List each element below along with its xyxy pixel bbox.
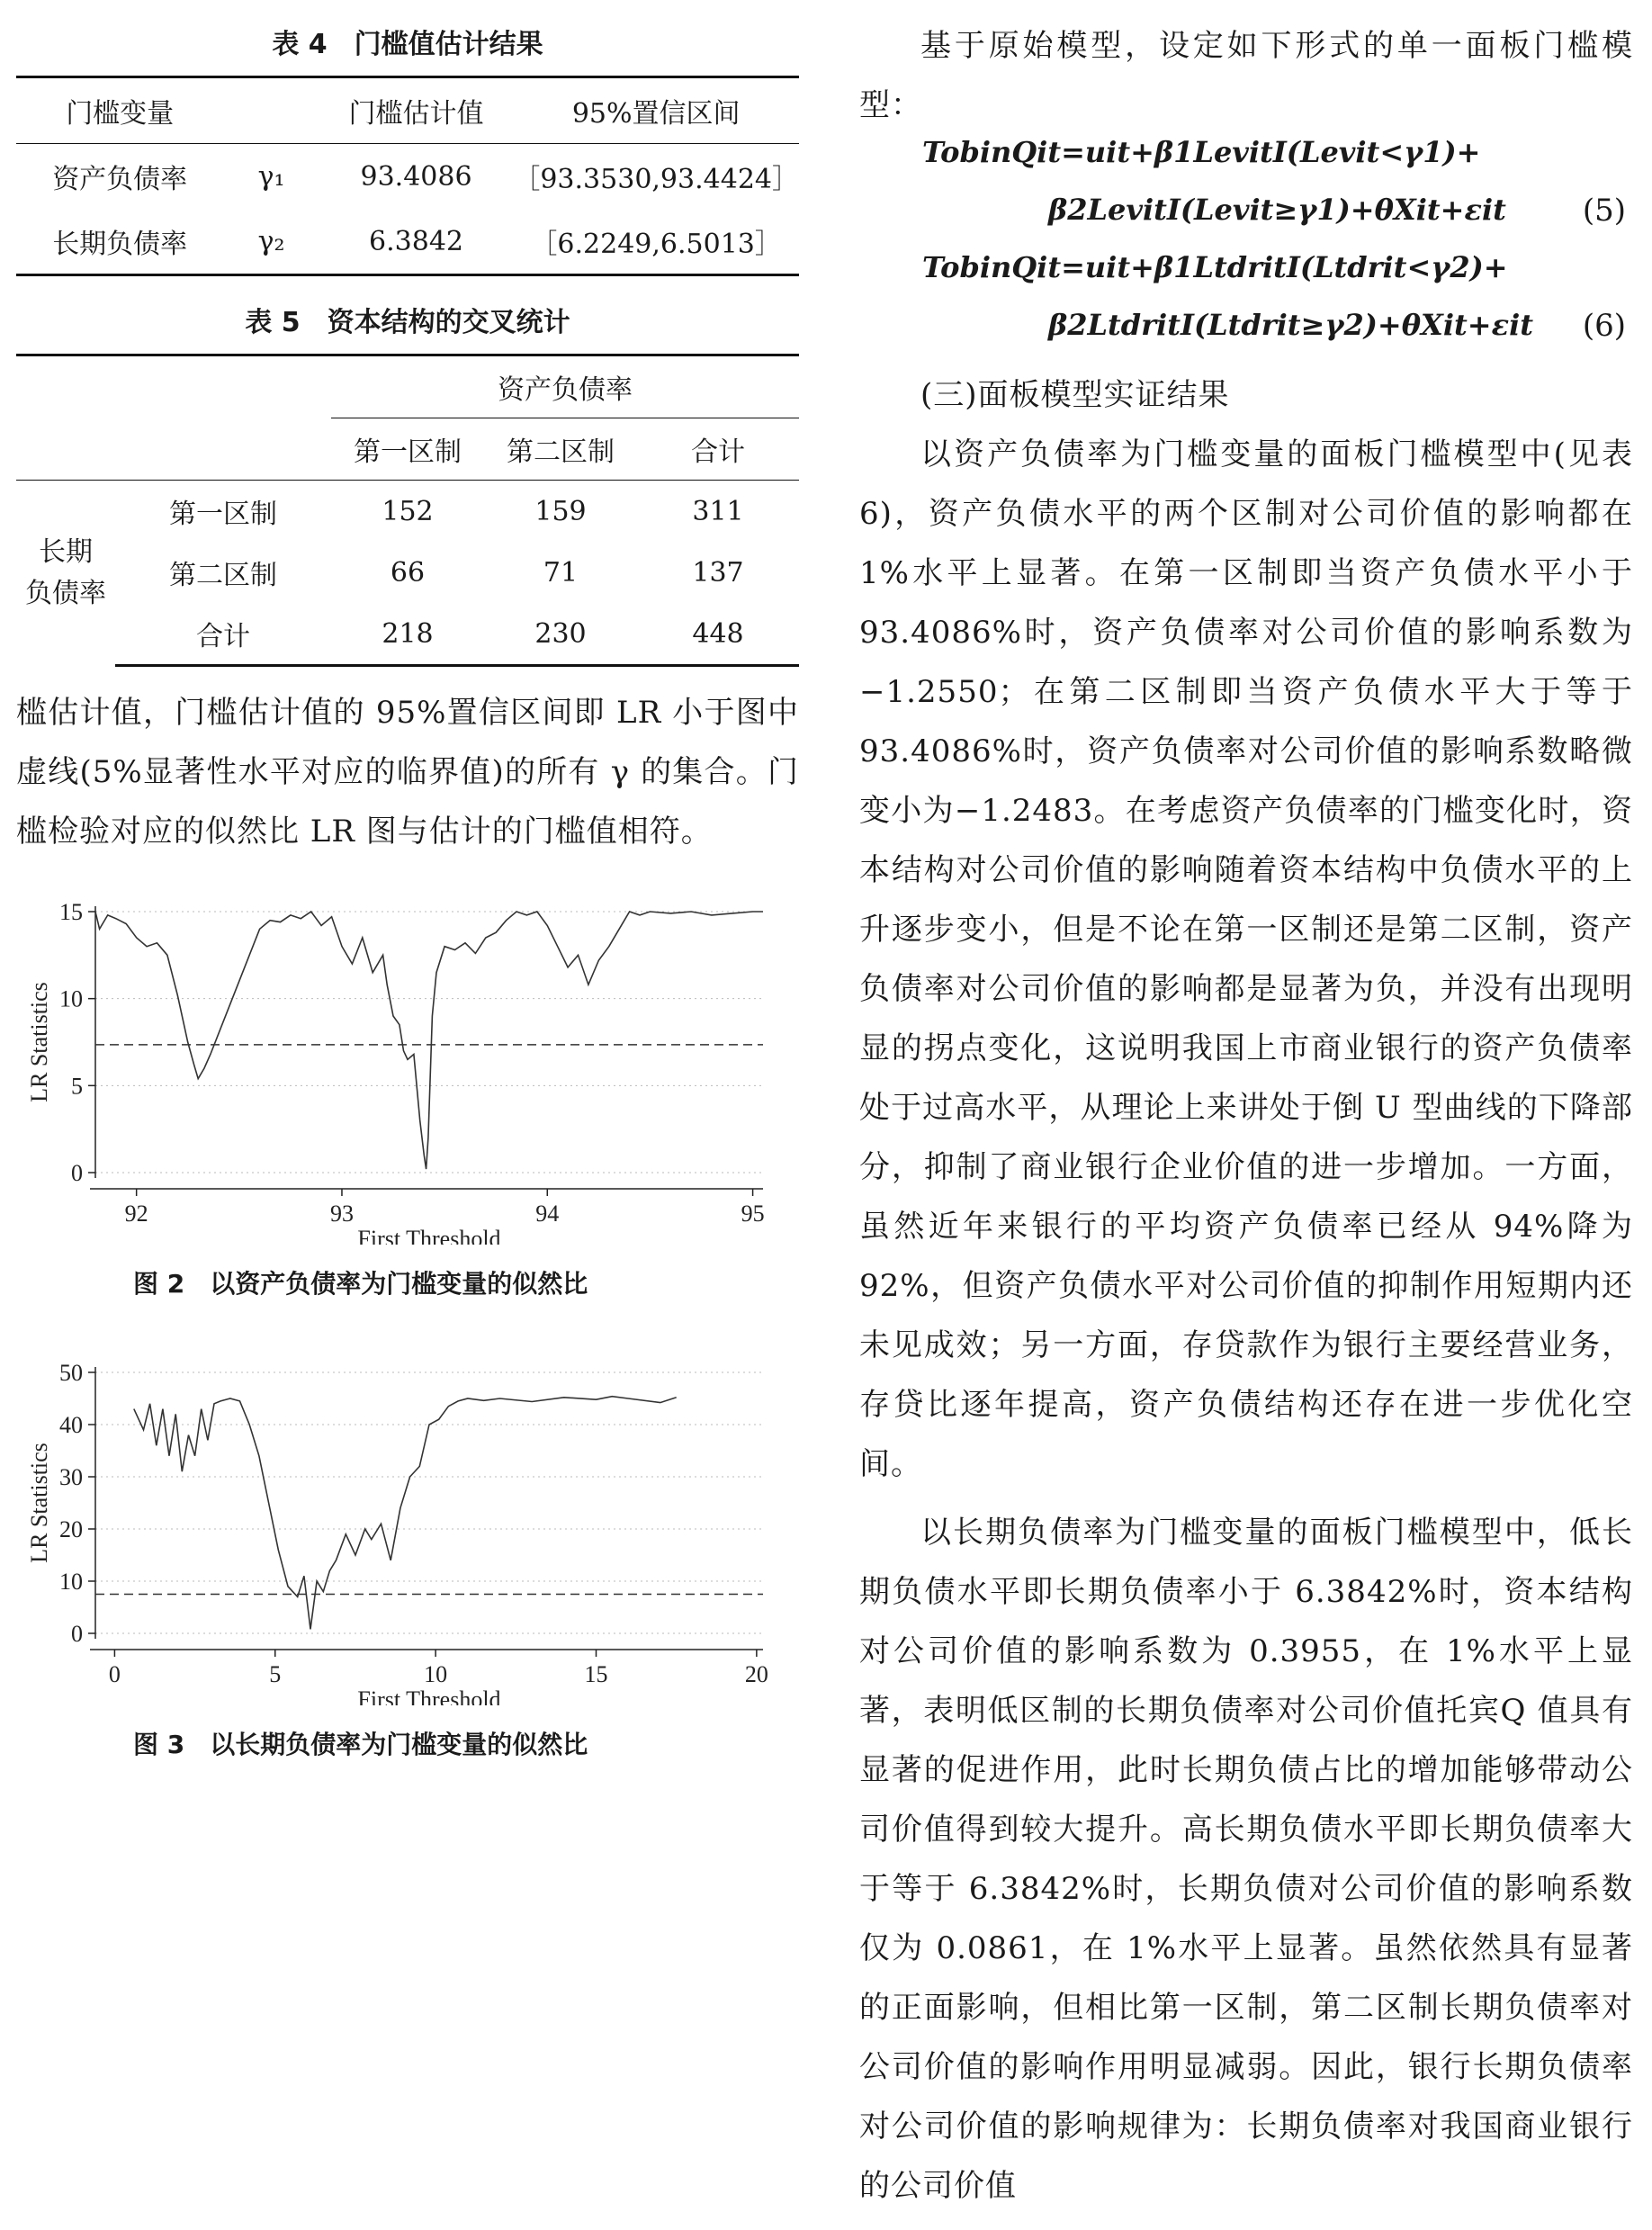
table4-cell: 93.4086 [360, 160, 472, 193]
table4-caption: 表 4 门槛值估计结果 [272, 29, 543, 60]
left-column [16, 16, 799, 1761]
table5-row-label: 合计 [115, 603, 331, 666]
x-tick-label: 0 [108, 1661, 121, 1687]
y-tick-label: 50 [59, 1363, 83, 1386]
table4-cell: ［93.3530,93.4424］ [513, 164, 799, 195]
table5-col-header: 合计 [637, 418, 799, 481]
equation-5-line1 [922, 135, 1633, 193]
table4-header [223, 77, 319, 144]
table5-cell: 218 [331, 603, 484, 666]
table4-header: 门槛变量 [16, 77, 223, 144]
table4-cell: 6.3842 [319, 209, 514, 275]
left-paragraph: 槛估计值，门槛估计值的 95%置信区间即 LR 小于图中虚线(5%显著性水平对应的临界值)的所有 γ 的集合。门槛检验对应的似然比 LR 图与估计的门槛值相符。 [16, 695, 799, 850]
equation-text: TobinQit=uit+β1LtdritI(Ltdrit<γ2)+ [922, 250, 1508, 284]
y-axis-label: LR Statistics [26, 1443, 52, 1563]
equation-6-line1 [922, 250, 1633, 308]
x-tick-label: 5 [269, 1661, 282, 1687]
table5-row-group: 长期 负债率 [25, 535, 106, 609]
table5-col-group: 资产负债率 [331, 355, 799, 418]
table4-cell: γ₁ [257, 160, 285, 193]
paragraph-1: 以资产负债率为门槛变量的面板门槛模型中(见表 6)，资产负债水平的两个区制对公司价值的影响都在1%水平上显著。在第一区制即当资产负债水平小于 93.4086%时，资产负债率对公司价值的影响系数为−1.2550；在第二区制即当资产负债水平大于等于 93.4086%时，资产负债率对公司价值的影响系数略微变小为−1.2483。在考虑资产负债率的门槛变化时，资本结构对公司价值的影响随着资本结构中负债水平的上升逐步变小，但是不论在第一区制还是第二区制，资产负债率对公司价值的影响都是显著为负，并没有出现明显的拐点变化，这说明我国上市商业银行的资产负债率处于过高水平，从理论上来讲处于倒 U 型曲线的下降部分，抑制了商业银行企业价值的进一步增加。一方面，虽然近年来银行的平均资产负债率已经从 94%降为92%，但资产负债水平对公司价值的抑制作用短期内还未见成效；另一方面，存贷款作为银行主要经营业务，存贷比逐年提高，资产负债结构还存在进一步优化空间。 [859, 436, 1633, 1482]
x-tick-label: 95 [741, 1200, 765, 1227]
y-tick-label: 10 [59, 1569, 83, 1595]
y-tick-label: 40 [59, 1412, 83, 1438]
table-row [16, 355, 799, 418]
series-line [95, 912, 763, 1169]
y-tick-label: 20 [59, 1516, 83, 1542]
table5-col-header: 第二区制 [484, 418, 637, 481]
equation-number: (5) [1582, 193, 1626, 229]
right-column [859, 16, 1633, 2216]
table4-cell: 资产负债率 [52, 164, 188, 195]
table4-header: 95%置信区间 [513, 77, 799, 144]
x-tick-label: 92 [124, 1200, 148, 1227]
table-row [16, 418, 799, 481]
table4-cell: 长期负债率 [16, 209, 223, 275]
figure-3-caption: 图 3 以长期负债率为门槛变量的似然比 [133, 1730, 588, 1759]
model-intro: 基于原始模型，设定如下形式的单一面板门槛模型： [859, 28, 1633, 123]
y-tick-label: 10 [59, 985, 83, 1012]
paragraph-2: 以长期负债率为门槛变量的面板门槛模型中，低长期负债水平即长期负债率小于 6.3842%时，资本结构对公司价值的影响系数为 0.3955，在 1%水平上显著，表明低区制的长期负债率对公司价值托宾Q 值具有显著的促进作用，此时长期负债占比的增加能够带动公司价值得到较大提升。高长期负债水平即长期负债率大于等于 6.3842%时，长期负债对公司价值的影响系数仅为 0.0861，在 1%水平上显著。虽然依然具有显著的正面影响，但相比第一区制，第二区制长期负债率对公司价值的影响作用明显减弱。因此，银行长期负债率对公司价值的影响规律为：长期负债率对我国商业银行的公司价值 [859, 1515, 1633, 2204]
table5-caption: 表 5 资本结构的交叉统计 [245, 307, 570, 338]
figure-3-chart [16, 1363, 799, 1705]
table4-header-row [16, 77, 799, 144]
x-tick-label: 15 [584, 1661, 608, 1687]
table-row [16, 144, 799, 210]
table5-row-label: 第一区制 [169, 499, 277, 530]
x-tick-label: 10 [424, 1661, 448, 1687]
x-tick-label: 20 [744, 1661, 768, 1687]
figure-2-caption: 图 2 以资产负债率为门槛变量的似然比 [133, 1269, 588, 1299]
figure-2 [16, 903, 799, 1300]
equation-number: (6) [1582, 308, 1626, 344]
y-axis-label: LR Statistics [26, 982, 52, 1102]
table-row [16, 603, 799, 666]
table5 [16, 354, 799, 667]
y-tick-label: 30 [59, 1464, 83, 1490]
table4-header: 门槛估计值 [319, 77, 514, 144]
table5-cell: 230 [484, 603, 637, 666]
y-tick-label: 0 [71, 1621, 83, 1647]
y-tick-label: 0 [71, 1160, 83, 1186]
figure-3 [16, 1363, 799, 1761]
table5-cell: 137 [692, 556, 744, 589]
table-row [16, 481, 799, 543]
table5-cell: 66 [390, 556, 426, 589]
table-row [16, 542, 799, 603]
table4-cell: γ₂ [223, 209, 319, 275]
section-heading: (三)面板模型实证结果 [920, 377, 1230, 413]
table5-cell: 152 [382, 495, 434, 527]
x-tick-label: 93 [329, 1200, 354, 1227]
x-axis-label: First Threshold [357, 1686, 501, 1705]
table5-cell: 448 [637, 603, 799, 666]
x-tick-label: 94 [535, 1200, 560, 1227]
equation-5-line2 [1048, 193, 1633, 250]
equation-text: TobinQit=uit+β1LevitI(Levit<γ1)+ [922, 135, 1481, 169]
equation-6-line2 [1048, 308, 1633, 365]
table-row [16, 209, 799, 275]
y-tick-label: 15 [59, 903, 83, 925]
x-axis-label: First Threshold [357, 1226, 501, 1245]
table4 [16, 76, 799, 276]
table5-cell: 71 [543, 556, 579, 589]
table5-cell: 159 [534, 495, 587, 527]
equation-text: β2LevitI(Levit≥γ1)+θXit+εit [1048, 193, 1506, 227]
y-tick-label: 5 [71, 1073, 83, 1100]
table5-row-label: 第二区制 [169, 560, 277, 591]
figure-2-chart [16, 903, 799, 1245]
table5-col-header: 第一区制 [331, 418, 484, 481]
equation-text: β2LtdritI(Ltdrit≥γ2)+θXit+εit [1048, 308, 1533, 342]
table4-cell: ［6.2249,6.5013］ [513, 209, 799, 275]
table5-cell: 311 [692, 495, 744, 527]
